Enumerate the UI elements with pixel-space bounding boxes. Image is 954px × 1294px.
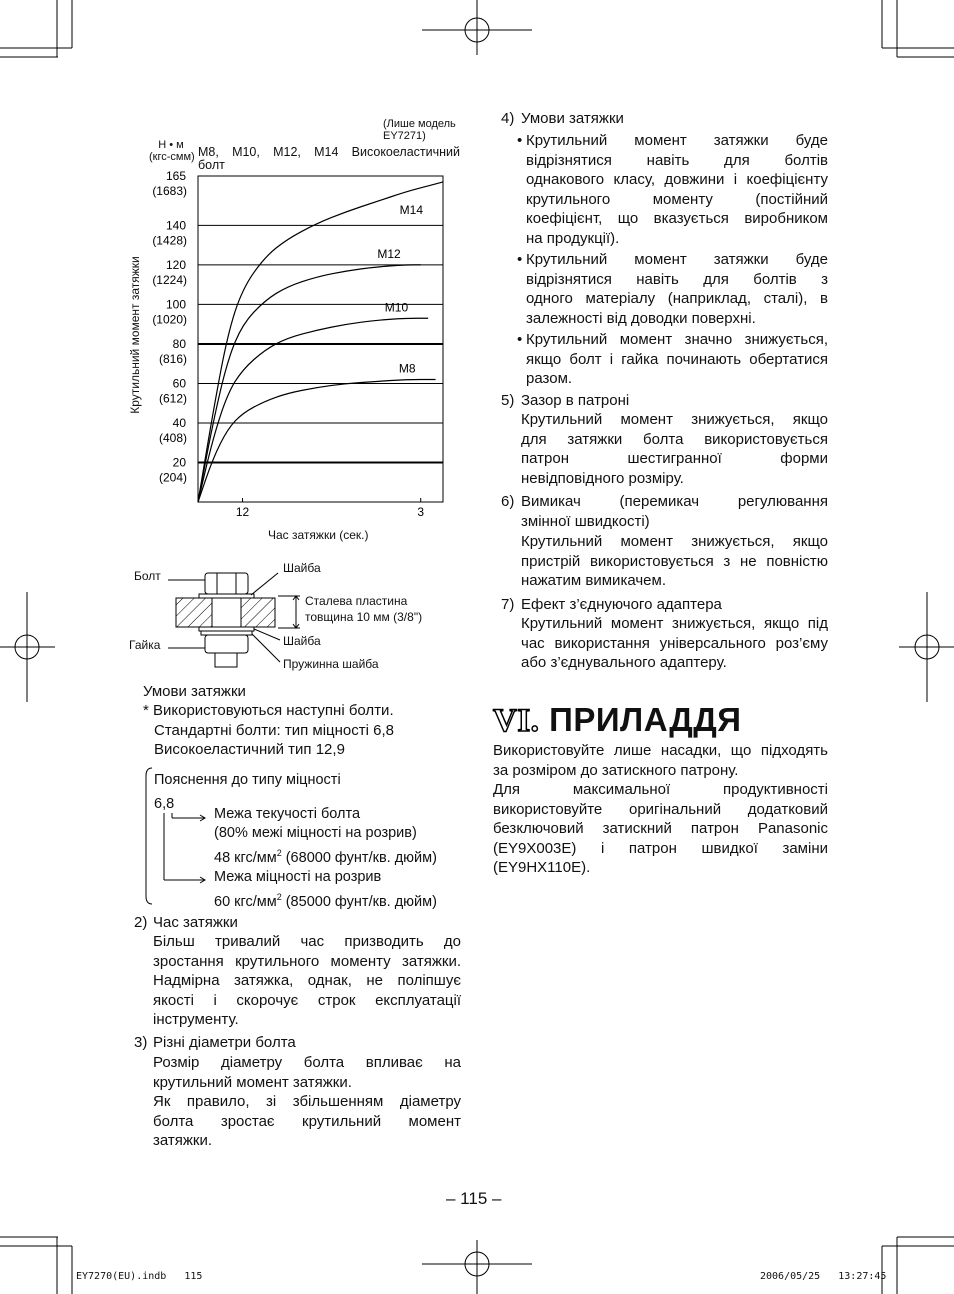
y-tick-label-kgs: (612) (158, 391, 187, 406)
s2-body (153, 932, 461, 1030)
s5-line: патрон шестигранної форми (521, 450, 828, 467)
s5-line: Крутильний момент знижується, якщо (521, 411, 828, 428)
y-axis-label: Крутильний момент затяжки (128, 256, 142, 414)
washer-top-label: Шайба (283, 561, 321, 575)
b2-line: Крутильний момент затяжки буде (526, 251, 828, 268)
bullet-1: • (517, 132, 523, 149)
series-label-m8: M8 (398, 361, 416, 376)
plate-label-2: товщина 10 мм (3/8") (305, 610, 423, 624)
page-number: – 115 – (446, 1189, 502, 1208)
conditions-line1: * Використовуються наступні болти. (143, 702, 394, 719)
acc-line: використовуйте оригінальний додатковий (493, 800, 828, 818)
y-tick-label-kgs: (816) (158, 351, 187, 366)
plate-label-1: Сталева пластина (305, 594, 408, 608)
s4-number: 4) (501, 110, 515, 127)
y-tick-label-kgs: (1224) (152, 272, 187, 287)
s2-line: зростання крутильного моменту затяжки. (153, 952, 461, 970)
y-tick-label-kgs: (1020) (152, 312, 187, 327)
s5-title: Зазор в патроні (521, 392, 630, 409)
x-tick-label: 12 (235, 505, 250, 519)
s7-title: Ефект з’єднуючого адаптера (521, 596, 722, 613)
s6-line: нажатим вимикачем. (521, 572, 666, 589)
b1-line: однакового класу, довжини і коефіцієнту (526, 171, 828, 188)
section-numeral: VI. (493, 703, 540, 739)
y-unit-nm: Н • м (158, 139, 184, 151)
chart-note-line2: EY7271) (383, 130, 426, 142)
s7-line: час використання універсального роз’єму (521, 634, 828, 652)
bullet-2: • (517, 251, 523, 268)
footer-file: EY7270(EU).indb 115 (76, 1271, 203, 1282)
y-tick-label-kgs: (408) (158, 430, 187, 445)
s2-line: інструменту. (153, 1011, 239, 1028)
chart-title-line1: M8, M10, M12, M14 Високоеластичний (198, 145, 460, 159)
b1-line: коефіцієнт, що вказується виробником (526, 210, 828, 227)
s6-number: 6) (501, 493, 515, 510)
s5-line: невідповідного розміру. (521, 469, 684, 487)
yield-sup: 2 (276, 848, 282, 858)
series-label-m10: M10 (384, 300, 409, 315)
b1-line: відрізнятися навіть для болтів (526, 151, 828, 169)
conditions-line3: Високоеластичний тип 12,9 (154, 741, 345, 758)
s3-line: болта зростає крутильний момент (153, 1112, 461, 1130)
acc-line: Для максимальної продуктивності (493, 781, 828, 798)
acc-line: (EY9X003E) і патрон швидкої заміни (493, 839, 828, 857)
yield-imperial: (68000 фунт/кв. дюйм) (281, 849, 437, 866)
tensile-line2 (214, 888, 437, 912)
b2-line: відрізнятися навіть для болтів з (526, 270, 828, 288)
s2-title: Час затяжки (153, 914, 238, 931)
s5-line: для затяжки болта використовується (521, 430, 828, 448)
s7-body (521, 614, 828, 673)
s7-line: або з’єднувального адаптеру. (521, 654, 727, 671)
b1-line: крутильного моменту (постійний (526, 190, 828, 208)
series-label-m14: M14 (399, 202, 423, 217)
tensile-line1: Межа міцності на розрив (214, 869, 382, 885)
y-tick-label: 60 (172, 376, 186, 391)
b3-line: Крутильний момент значно знижується, (526, 331, 828, 348)
bullet-2-body (526, 250, 828, 328)
conditions-title: Умови затяжки (143, 683, 246, 700)
yield-value: 48 кгс/мм (214, 849, 277, 866)
s6-title-line1: Вимикач (перемикач регулювання (521, 493, 828, 510)
s6-body (521, 532, 828, 591)
yield-line2: (80% межі міцності на розрив) (214, 825, 417, 841)
s6-title-line2: змінної швидкості) (521, 512, 650, 530)
tensile-imperial: (85000 фунт/кв. дюйм) (281, 893, 437, 910)
x-axis-label: Час затяжки (сек.) (268, 528, 369, 542)
yield-line3 (214, 844, 437, 868)
washer-bottom-label: Шайба (283, 634, 321, 648)
bolt-label: Болт (134, 569, 161, 583)
y-tick-label: 80 (172, 336, 186, 351)
series-label-m12: M12 (377, 246, 401, 261)
s6-title (521, 492, 828, 531)
acc-line: (EY9HX110E). (493, 859, 591, 876)
s6-line: Крутильний момент знижується, якщо (521, 533, 828, 550)
acc-line: безключовий затискний патрон Panasonic (493, 820, 828, 837)
s7-number: 7) (501, 596, 515, 613)
s2-line: Більш тривалий час призводить до (153, 933, 461, 950)
b3-line: разом. (526, 370, 573, 387)
s2-number: 2) (134, 914, 148, 931)
bullet-3-body (526, 330, 828, 389)
chart-note-line1: (Лише модель (383, 118, 456, 130)
s5-body (521, 410, 828, 488)
yield-line1: Межа текучості болта (214, 806, 361, 822)
strength-value: 6,8 (154, 796, 175, 812)
section-heading (493, 701, 742, 740)
bullet-1-body (526, 131, 828, 248)
b1-line: Крутильний момент затяжки буде (526, 132, 828, 149)
accessories-body (493, 741, 828, 878)
s3-number: 3) (134, 1034, 148, 1051)
b1-line: на продукції). (526, 229, 620, 247)
s5-number: 5) (501, 392, 515, 409)
s7-line: Крутильний момент знижується, якщо під (521, 615, 828, 632)
section-title: ПРИЛАДДЯ (549, 701, 742, 738)
s3-line: Розмір діаметру болта впливає на (153, 1054, 461, 1071)
y-unit-kgs: (кгс-смм) (149, 151, 195, 163)
s3-title: Різні діаметри болта (153, 1034, 296, 1051)
x-tick-label: 3 (417, 505, 425, 519)
bullet-3: • (517, 331, 523, 348)
s3-line: Як правило, зі збільшенням діаметру (153, 1093, 461, 1110)
y-tick-label: 140 (165, 218, 186, 233)
s3-body (153, 1053, 461, 1151)
acc-line: за розміром до затискного патрону. (493, 761, 739, 779)
s3-line: крутильний момент затяжки. (153, 1073, 352, 1091)
y-tick-label-kgs: (204) (158, 470, 187, 485)
chart-title-line2: болт (198, 158, 225, 172)
nut-label: Гайка (129, 638, 161, 652)
y-tick-label: 20 (172, 455, 186, 470)
s2-line: Надмірна затяжка, однак, не поліпшує (153, 972, 461, 989)
s3-line: затяжки. (153, 1132, 213, 1149)
s4-title: Умови затяжки (521, 110, 624, 127)
strength-title: Пояснення до типу міцності (154, 772, 341, 788)
s6-line: пристрій використовується з не повністю (521, 552, 828, 570)
y-tick-label-kgs: (1683) (152, 184, 187, 198)
s2-line: якості і скорочує строк експлуатації (153, 991, 461, 1009)
tensile-sup: 2 (276, 892, 282, 902)
y-tick-label: 100 (165, 297, 186, 312)
y-tick-label: 40 (172, 415, 186, 430)
y-tick-label: 120 (165, 257, 186, 272)
b2-line: одного матеріалу (наприклад, сталі), в (526, 290, 828, 307)
spring-washer-label: Пружинна шайба (283, 657, 379, 671)
tensile-value: 60 кгс/мм (214, 893, 277, 910)
b3-line: якщо болт і гайка починають обертатися (526, 350, 828, 368)
conditions-line2: Стандартні болти: тип міцності 6,8 (154, 722, 394, 739)
y-tick-label-kgs: (1428) (152, 233, 187, 248)
acc-line: Використовуйте лише насадки, що підходять (493, 742, 828, 759)
footer-date: 2006/05/25 13:27:45 (760, 1271, 887, 1282)
y-tick-label: 165 (165, 169, 186, 183)
b2-line: залежності від доводки поверхні. (526, 309, 756, 327)
